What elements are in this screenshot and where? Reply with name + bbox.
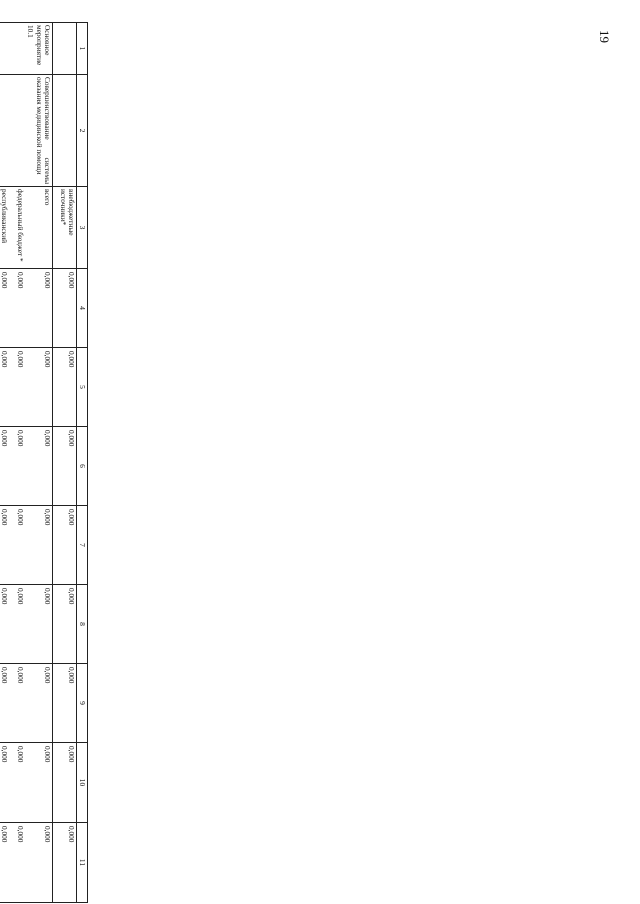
table-body	[0, 23, 77, 903]
amount-cell: 0,000	[0, 664, 9, 743]
amount-cell: 0,000	[0, 348, 9, 427]
amount-cell: 0,000	[25, 269, 53, 348]
column-header: 11	[77, 823, 88, 903]
amount-cell: 0,000	[25, 585, 53, 664]
page-number: 19	[597, 30, 612, 43]
amount-cell: 0,000	[0, 585, 9, 664]
table-row	[53, 23, 77, 903]
column-header: 4	[77, 269, 88, 348]
amount-cell: 0,000	[53, 506, 77, 585]
amount-cell: 0,000	[53, 664, 77, 743]
budget-table-sheet	[0, 22, 88, 902]
funding-source-cell: внебюджетные источники*	[53, 187, 77, 269]
table-row	[25, 23, 53, 903]
amount-cell: 0,000	[0, 427, 9, 506]
amount-cell: 0,000	[9, 348, 25, 427]
column-header: 2	[77, 75, 88, 187]
item-title-cell	[9, 75, 25, 187]
item-title-cell: Совершенствование системы оказания медицинской помощи	[25, 75, 53, 187]
amount-cell: 0,000	[0, 823, 9, 903]
column-header: 5	[77, 348, 88, 427]
funding-source-cell: всего	[25, 187, 53, 269]
item-code-cell	[0, 23, 9, 75]
amount-cell: 0,000	[9, 269, 25, 348]
amount-cell: 0,000	[9, 585, 25, 664]
table-row	[9, 23, 25, 903]
column-number-row	[77, 23, 88, 903]
column-header: 1	[77, 23, 88, 75]
column-header: 10	[77, 743, 88, 823]
amount-cell: 0,000	[25, 743, 53, 823]
amount-cell: 0,000	[53, 743, 77, 823]
table-row	[0, 23, 9, 903]
budget-table	[0, 22, 88, 903]
amount-cell: 0,000	[53, 585, 77, 664]
column-header: 8	[77, 585, 88, 664]
amount-cell: 0,000	[9, 427, 25, 506]
amount-cell: 0,000	[0, 743, 9, 823]
amount-cell: 0,000	[9, 823, 25, 903]
amount-cell: 0,000	[25, 506, 53, 585]
funding-source-cell: республиканский	[0, 187, 9, 269]
item-title-cell	[53, 75, 77, 187]
amount-cell: 0,000	[9, 664, 25, 743]
amount-cell: 0,000	[9, 506, 25, 585]
amount-cell: 0,000	[53, 348, 77, 427]
amount-cell: 0,000	[25, 427, 53, 506]
column-header: 7	[77, 506, 88, 585]
item-title-cell	[0, 75, 9, 187]
amount-cell: 0,000	[25, 348, 53, 427]
column-header: 3	[77, 187, 88, 269]
amount-cell: 0,000	[0, 269, 9, 348]
amount-cell: 0,000	[9, 743, 25, 823]
funding-source-cell: федеральный бюджет *	[9, 187, 25, 269]
amount-cell: 0,000	[53, 427, 77, 506]
item-code-cell	[9, 23, 25, 75]
amount-cell: 0,000	[25, 664, 53, 743]
amount-cell: 0,000	[25, 823, 53, 903]
item-code-cell	[53, 23, 77, 75]
column-header: 9	[77, 664, 88, 743]
item-code-cell: Основное мероприятие 10.1	[25, 23, 53, 75]
amount-cell: 0,000	[0, 506, 9, 585]
amount-cell: 0,000	[53, 823, 77, 903]
column-header: 6	[77, 427, 88, 506]
amount-cell: 0,000	[53, 269, 77, 348]
